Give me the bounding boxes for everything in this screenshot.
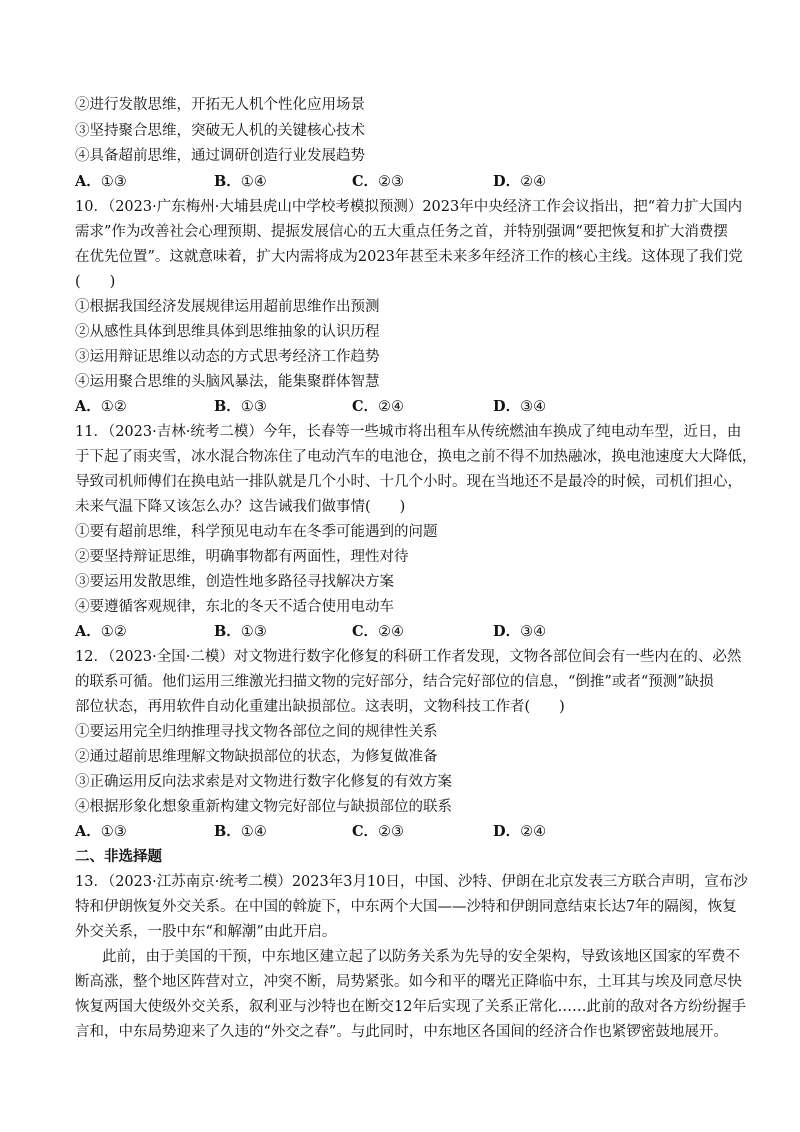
q10-stem-line-1: 10．（2023·广东梅州·大埔县虎山中学校考模拟预测）2023年中央经济工作会议指出，把“着力扩大国内 — [75, 199, 743, 215]
section-heading: 二、非选择题 — [75, 848, 162, 865]
q13-paragraph-line-1: 此前，由于美国的干预，中东地区建立起了以防务关系为先导的安全架构，导致该地区国家的军费不 — [102, 949, 740, 965]
q9-choice-d[interactable]: D．②④ — [493, 173, 547, 190]
q12-answer-choices — [75, 822, 725, 842]
q13-paragraph-line-2: 断高涨，整个地区阵营对立，冲突不断，局势紧张。如今和平的曙光正降临中东，土耳其与埃及同意尽快 — [75, 974, 742, 990]
q13-paragraph-line-4: 言和，中东局势迎来了久违的“外交之春”。与此同时，中东地区各国间的经济合作也紧锣密鼓地展开。 — [75, 1024, 728, 1040]
q10-stem-line-3: 在优先位置”。这就意味着，扩大内需将成为2023年甚至未来多年经济工作的核心主线。这体现了我们党 — [75, 249, 743, 265]
q11-stem-line-3: 导致司机师傅们在换电站一排队就是几个小时、十几个小时。现在当地还不是最冷的时候，司机们担心， — [75, 474, 742, 490]
q10-choice-b[interactable]: B．①③ — [214, 398, 267, 415]
q11-stem-line-2: 于下起了雨夹雪，冰水混合物冻住了电动汽车的电池仓，换电之前不得不加热融冰，换电池速度大大降低， — [75, 449, 757, 465]
q13-paragraph-line-3: 恢复两国大使级外交关系，叙利亚与沙特也在断交12年后实现了关系正常化……此前的敌对各方纷纷握手 — [75, 999, 746, 1015]
q11-choice-d[interactable]: D．③④ — [493, 623, 547, 640]
q11-answer-choices — [75, 622, 725, 642]
q12-choice-a[interactable]: A．①③ — [75, 823, 127, 840]
q12-choice-b[interactable]: B．①④ — [214, 823, 267, 840]
q10-option-item-3: ③运用辩证思维以动态的方式思考经济工作趋势 — [75, 349, 380, 365]
q12-stem-line-3: 部位状态，再用软件自动化重建出缺损部位。这表明，文物科技工作者( ) — [75, 699, 565, 715]
q13-stem-line-3: 外交关系，一股中东“和解潮”由此开启。 — [75, 924, 337, 940]
q11-choice-b[interactable]: B．①③ — [214, 623, 267, 640]
q12-choice-d[interactable]: D．②④ — [493, 823, 547, 840]
q10-answer-choices — [75, 397, 725, 417]
q12-option-item-1: ①要运用完全归纳推理寻找文物各部位之间的规律性关系 — [75, 724, 438, 740]
q13-stem-line-2: 特和伊朗恢复外交关系。在中国的斡旋下，中东两个大国——沙特和伊朗同意结束长达7年的隔阂，恢复 — [75, 899, 737, 915]
q9-option-item-2: ②进行发散思维，开拓无人机个性化应用场景 — [75, 97, 365, 113]
q10-choice-a[interactable]: A．①② — [75, 398, 127, 415]
q9-option-item-4: ④具备超前思维，通过调研创造行业发展趋势 — [75, 148, 365, 164]
q13-stem-line-1: 13．（2023·江苏南京·统考二模）2023年3月10日，中国、沙特、伊朗在北京发表三方联合声明，宣布沙 — [75, 874, 748, 890]
q9-choice-c[interactable]: C．②③ — [352, 173, 405, 190]
q12-option-item-4: ④根据形象化想象重新构建文物完好部位与缺损部位的联系 — [75, 799, 452, 815]
q10-option-item-1: ①根据我国经济发展规律运用超前思维作出预测 — [75, 299, 380, 315]
q11-option-item-3: ③要运用发散思维，创造性地多路径寻找解决方案 — [75, 574, 394, 590]
q9-option-item-3: ③坚持聚合思维，突破无人机的关键核心技术 — [75, 123, 365, 139]
q11-option-item-1: ①要有超前思维，科学预见电动车在冬季可能遇到的问题 — [75, 524, 438, 540]
q11-option-item-4: ④要遵循客观规律，东北的冬天不适合使用电动车 — [75, 599, 394, 615]
q10-choice-c[interactable]: C．②④ — [352, 398, 405, 415]
q11-stem-line-1: 11．（2023·吉林·统考二模）今年，长春等一些城市将出租车从传统燃油车换成了纯电动车型，近日，由 — [75, 424, 742, 440]
q10-option-item-2: ②从感性具体到思维具体到思维抽象的认识历程 — [75, 324, 380, 340]
q9-answer-choices — [75, 172, 725, 192]
q12-option-item-3: ③正确运用反向法求索是对文物进行数字化修复的有效方案 — [75, 774, 452, 790]
q12-option-item-2: ②通过超前思维理解文物缺损部位的状态，为修复做准备 — [75, 749, 438, 765]
q12-stem-line-1: 12．（2023·全国·二模）对文物进行数字化修复的科研工作者发现，文物各部位间会有一些内在的、必然 — [75, 649, 742, 665]
q11-option-item-2: ②要坚持辩证思维，明确事物都有两面性，理性对待 — [75, 549, 409, 565]
q10-stem-line-2: 需求”作为改善社会心理预期、提振发展信心的五大重点任务之首，并特别强调“要把恢复和扩大消费摆 — [75, 224, 728, 240]
q12-choice-c[interactable]: C．②③ — [352, 823, 405, 840]
q11-choice-c[interactable]: C．②④ — [352, 623, 405, 640]
q12-stem-line-2: 的联系可循。他们运用三维激光扫描文物的完好部分，结合完好部位的信息，“倒推”或者“预测”缺损 — [75, 674, 714, 690]
q10-option-item-4: ④运用聚合思维的头脑风暴法，能集聚群体智慧 — [75, 374, 380, 390]
q9-choice-a[interactable]: A．①③ — [75, 173, 127, 190]
q10-choice-d[interactable]: D．③④ — [493, 398, 547, 415]
q10-answer-blank: ( ) — [75, 274, 116, 290]
q11-stem-line-4: 未来气温下降又该怎么办？这告诫我们做事情( ) — [75, 499, 406, 515]
q11-choice-a[interactable]: A．①② — [75, 623, 127, 640]
q9-choice-b[interactable]: B．①④ — [214, 173, 267, 190]
